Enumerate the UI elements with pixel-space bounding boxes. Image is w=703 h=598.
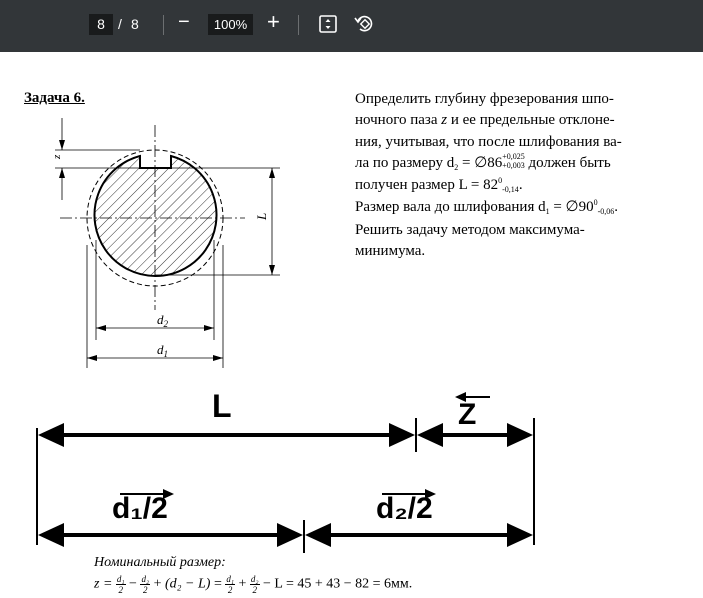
problem-line: минимума. [355,243,426,260]
zoom-level-input[interactable]: 100% [208,14,253,35]
zoom-in-button[interactable]: + [267,9,280,34]
chain-label-L: L [212,388,232,424]
dim-label-z: z [51,154,63,159]
nominal-formula: z = $\frac{\text{d₁}}{2}$ − $\frac{\text{d₂}}{2}$ + (d₂ − L) = $\frac{\text{d₁}}{2}$ + $\frac{\text{d₂}}{2}$ − L = 45 + 43 − 82 = 6мм. [94,574,413,595]
zoom-out-button[interactable]: − [178,11,190,33]
toolbar-divider [163,15,164,35]
formula-title: Номинальный размер: [94,555,226,570]
chain-label-d2-half: d₂/2 [376,492,433,525]
pdf-toolbar [0,0,703,52]
problem-line: ния, учитывая, что после шлифования ва- [355,133,622,150]
shaft-cross-section-drawing [0,100,300,375]
fit-page-icon[interactable] [316,12,340,36]
toolbar-divider [298,15,299,35]
task-heading: Задача 6. [24,90,85,106]
dim-label-d1: $d_1$ [157,342,168,359]
chain-label-Z: Z [458,398,477,431]
problem-line: Решить задачу методом максимума- [355,221,585,238]
problem-line: Размер вала до шлифования $d_1$ = $\emptyset 90^0_{-0,06}$. [355,198,619,217]
page-total: 8 [131,16,139,32]
problem-line: получен размер $L = 82^0_{-0,14}$. [355,176,523,195]
dim-label-L: L [254,212,269,220]
problem-line: Определить глубину фрезерования шпо- [355,91,614,107]
problem-line: ла по размеру $d_2$ = ∅86+0,025 +0,003 должен быть [355,152,611,172]
chain-label-d1-half: d₁/2 [112,492,168,525]
page-separator: / [118,16,122,32]
page-number-input[interactable]: 8 [89,14,113,35]
problem-line: ночного паза z и ее предельные отклоне- [355,112,615,129]
dim-label-d2: $d_2$ [157,312,168,329]
rotate-icon[interactable] [352,12,376,36]
problem-statement [355,89,655,262]
dimension-chain-diagram [0,380,703,555]
